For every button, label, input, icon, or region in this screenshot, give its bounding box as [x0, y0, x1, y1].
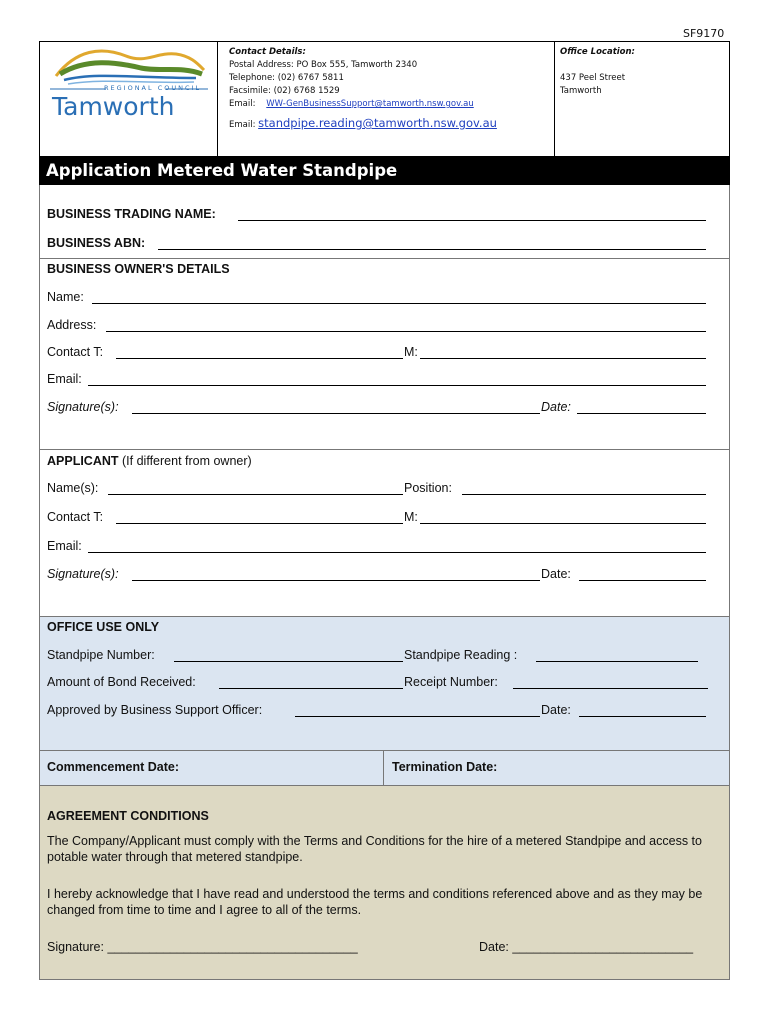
letterhead — [39, 41, 730, 157]
owner-name-label: Name: — [47, 290, 84, 304]
approved-by-label: Approved by Business Support Officer: — [47, 703, 263, 717]
standpipe-reading-label: Standpipe Reading : — [404, 648, 518, 662]
business-trading-name-field[interactable] — [238, 220, 706, 221]
applicant-signature-label: Signature(s): — [47, 567, 119, 581]
owner-signature-field[interactable] — [132, 413, 540, 414]
bond-label: Amount of Bond Received: — [47, 675, 196, 689]
email-link-business-support[interactable]: WW-GenBusinessSupport@tamworth.nsw.gov.au — [266, 99, 474, 109]
owner-contact-label: Contact T: — [47, 345, 104, 359]
applicant-position-label: Position: — [404, 481, 452, 495]
owner-contact-field[interactable] — [116, 358, 403, 359]
facsimile: Facsimile: (02) 6768 1529 — [229, 86, 340, 96]
contact-title: Contact Details: — [229, 47, 306, 57]
commencement-date-label: Commencement Date: — [47, 760, 179, 774]
office-title: Office Location: — [560, 47, 635, 57]
agreement-paragraph-1: The Company/Applicant must comply with the Terms and Conditions for the hire of a metered Standpipe and access to potable water through that metered standpipe. — [47, 834, 702, 864]
business-abn-label: BUSINESS ABN: — [47, 236, 146, 250]
office-date-label: Date: — [541, 703, 571, 717]
owner-mobile-label: M: — [404, 345, 418, 359]
email-label: Email: — [229, 99, 256, 109]
business-abn-field[interactable] — [158, 249, 706, 250]
office-date-field[interactable] — [579, 716, 706, 717]
owner-name-field[interactable] — [92, 303, 706, 304]
owner-email-field[interactable] — [88, 385, 706, 386]
logo-name: Tamworth — [52, 92, 175, 121]
applicant-mobile-label: M: — [404, 510, 418, 524]
owner-mobile-field[interactable] — [420, 358, 706, 359]
applicant-email-label: Email: — [47, 539, 82, 553]
business-trading-name-label: BUSINESS TRADING NAME: — [47, 207, 216, 221]
telephone: Telephone: (02) 6767 5811 — [229, 73, 344, 83]
owner-date-field[interactable] — [577, 413, 706, 414]
contact-details — [229, 46, 497, 132]
agreement-heading: AGREEMENT CONDITIONS — [47, 809, 209, 823]
applicant-names-field[interactable] — [108, 494, 403, 495]
applicant-email-field[interactable] — [88, 552, 706, 553]
receipt-number-field[interactable] — [513, 688, 708, 689]
agreement-signature-field[interactable]: Signature: ____________________________________ — [47, 940, 358, 954]
applicant-date-field[interactable] — [579, 580, 706, 581]
form-code: SF9170 — [683, 27, 725, 40]
form-title: Application Metered Water Standpipe — [39, 157, 730, 185]
bond-field[interactable] — [219, 688, 403, 689]
applicant-position-field[interactable] — [462, 494, 706, 495]
approved-by-field[interactable] — [295, 716, 540, 717]
council-logo — [46, 44, 211, 124]
office-location — [560, 46, 635, 98]
agreement-paragraph-2: I hereby acknowledge that I have read and understood the terms and conditions referenced above and as they may be changed from time to time and I agree to all of the terms. — [47, 887, 703, 917]
standpipe-reading-field[interactable] — [536, 661, 698, 662]
owner-email-label: Email: — [47, 372, 82, 386]
owner-address-field[interactable] — [106, 331, 706, 332]
applicant-date-label: Date: — [541, 567, 571, 581]
applicant-signature-field[interactable] — [132, 580, 540, 581]
office-town: Tamworth — [560, 86, 602, 96]
office-use-heading: OFFICE USE ONLY — [47, 620, 160, 634]
owner-date-label: Date: — [541, 400, 571, 414]
email-label: Email: — [229, 120, 256, 130]
receipt-number-label: Receipt Number: — [404, 675, 498, 689]
owner-signature-label: Signature(s): — [47, 400, 119, 414]
standpipe-number-field[interactable] — [174, 661, 403, 662]
termination-date-label: Termination Date: — [392, 760, 498, 774]
applicant-heading: APPLICANT (If different from owner) — [47, 454, 252, 468]
applicant-mobile-field[interactable] — [420, 523, 706, 524]
owner-address-label: Address: — [47, 318, 97, 332]
email-link-standpipe[interactable]: standpipe.reading@tamworth.nsw.gov.au — [258, 116, 497, 130]
postal-address: Postal Address: PO Box 555, Tamworth 2340 — [229, 60, 418, 70]
applicant-contact-label: Contact T: — [47, 510, 104, 524]
office-street: 437 Peel Street — [560, 73, 626, 83]
standpipe-number-label: Standpipe Number: — [47, 648, 155, 662]
applicant-contact-field[interactable] — [116, 523, 403, 524]
agreement-date-field[interactable]: Date: __________________________ — [479, 940, 694, 954]
logo-tagline: REGIONAL COUNCIL — [104, 84, 202, 92]
owner-heading: BUSINESS OWNER'S DETAILS — [47, 262, 230, 276]
applicant-names-label: Name(s): — [47, 481, 99, 495]
